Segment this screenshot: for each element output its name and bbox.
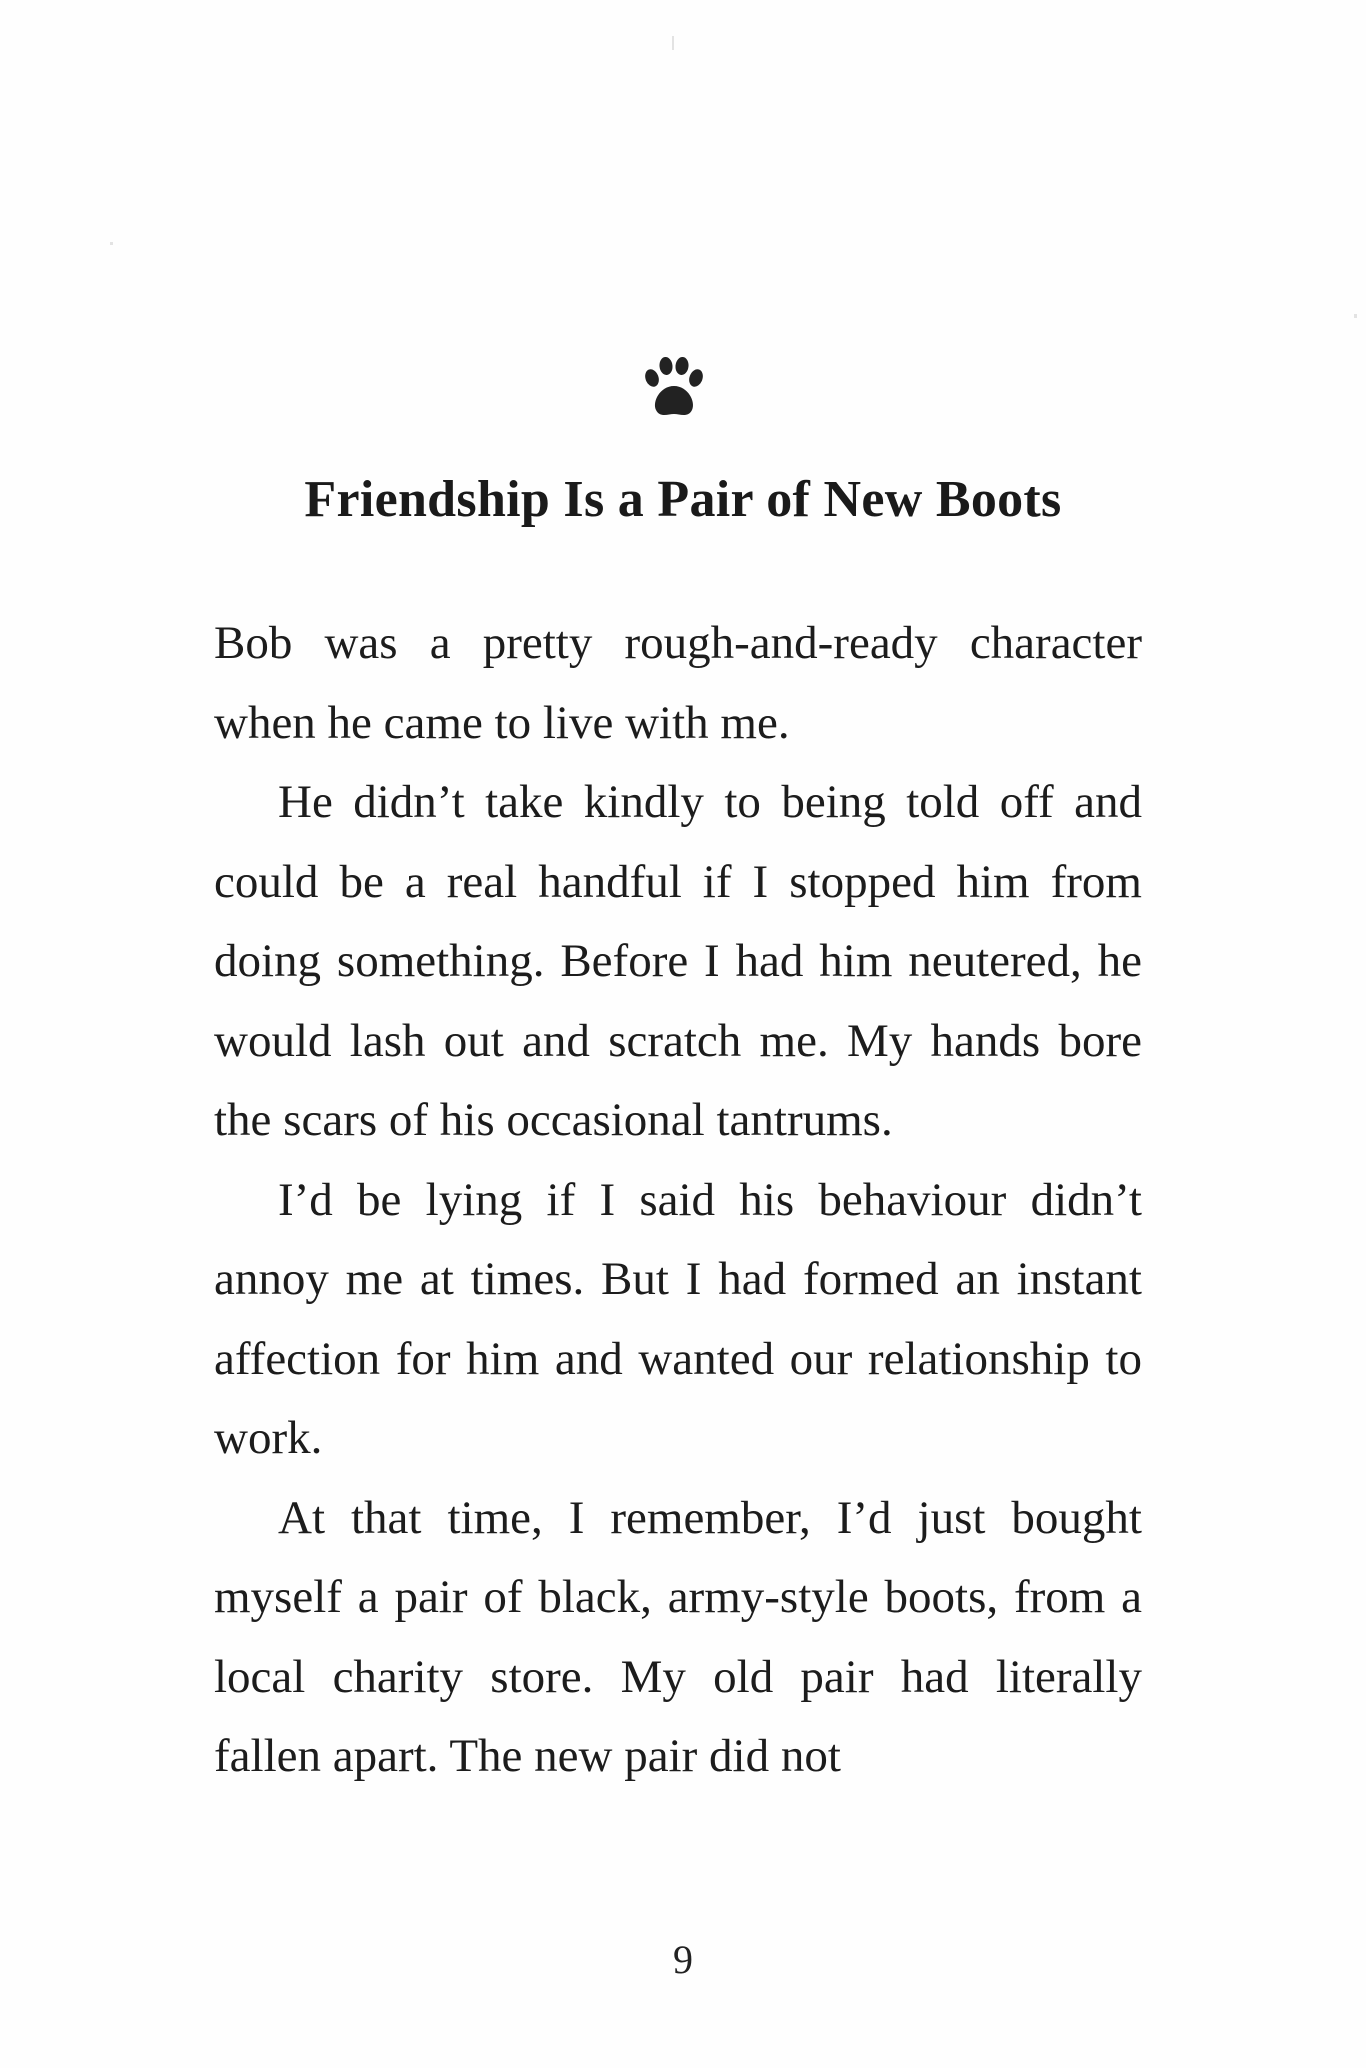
body-text <box>214 604 1142 1797</box>
paragraph: At that time, I remember, I’d just bought myself a pair of black, army-style boots, from a local charity store. My old pair had literally fallen apart. The new pair did not <box>214 1491 1142 1782</box>
paragraph: He didn’t take kindly to being told off and could be a real handful if I stopped him from doing something. Before I had him neutered, he would lash out and scratch me. My hands bore the scars of his occasional tantrums. <box>214 776 1142 1146</box>
scan-speck <box>672 36 674 50</box>
scan-speck <box>1354 314 1357 318</box>
paw-print-icon <box>638 352 710 424</box>
chapter-title: Friendship Is a Pair of New Boots <box>304 471 1062 528</box>
paragraph: Bob was a pretty rough-and-ready character when he came to live with me. <box>214 617 1142 749</box>
scan-speck <box>110 242 113 245</box>
paragraph: I’d be lying if I said his behaviour didn’t annoy me at times. But I had formed an instant affection for him and wanted our relationship to work. <box>214 1173 1142 1464</box>
page-number: 9 <box>673 1937 693 1982</box>
